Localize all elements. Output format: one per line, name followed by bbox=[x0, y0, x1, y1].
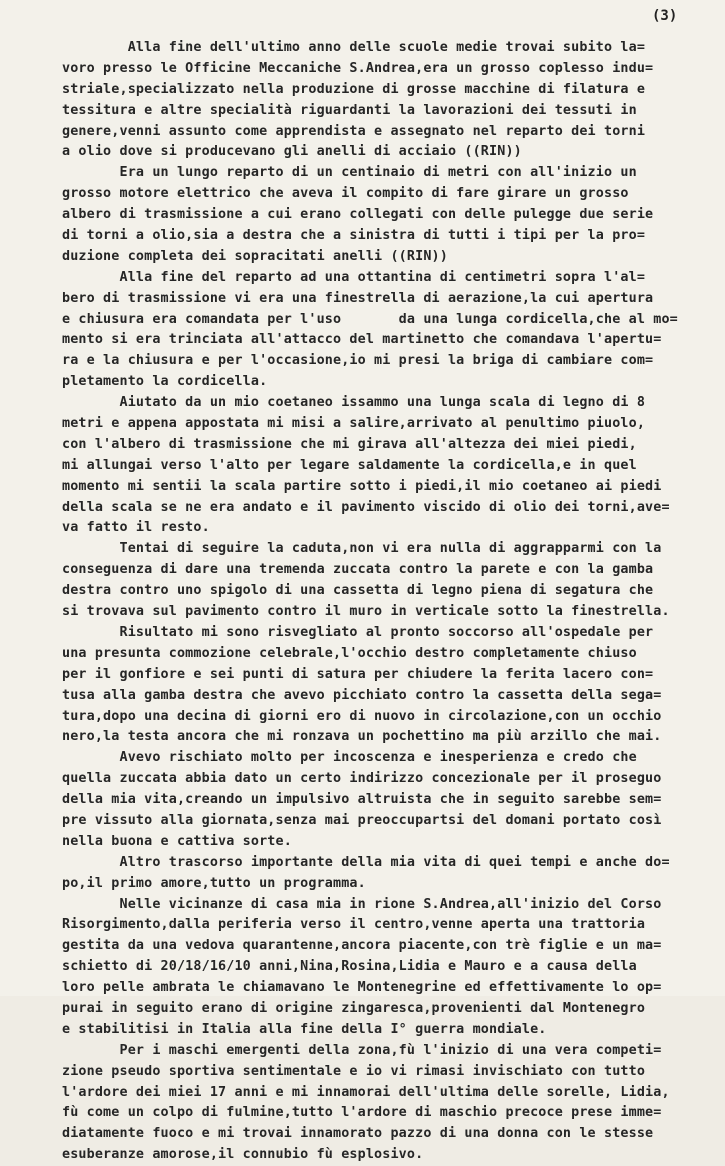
text-line: Alla fine dell'ultimo anno delle scuole medie trovai subito la= bbox=[62, 40, 646, 55]
text-line: tusa alla gamba destra che avevo picchiato contro la cassetta della sega= bbox=[62, 687, 662, 703]
page-number: (3) bbox=[652, 8, 678, 24]
text-line: mi allungai verso l'alto per legare saldamente la cordicella,e in quel bbox=[62, 457, 637, 473]
text-line: pletamento la cordicella. bbox=[62, 374, 268, 390]
text-line: destra contro uno spigolo di una cassetta di legno piena di segatura che bbox=[62, 583, 654, 599]
text-line: Nelle vicinanze di casa mia in rione S.Andrea,all'inizio del Corso bbox=[62, 896, 662, 912]
text-line: conseguenza di dare una tremenda zuccata contro la parete e con la gamba bbox=[62, 562, 654, 578]
text-line: e stabilitisi in Italia alla fine della I° guerra mondiale. bbox=[62, 1021, 547, 1037]
text-line: per il gonfiore e sei punti di satura per chiudere la ferita lacero con= bbox=[62, 666, 654, 682]
text-line: Altro trascorso importante della mia vita di quei tempi e anche do= bbox=[62, 854, 670, 870]
text-line: pre vissuto alla giornata,senza mai preoccupartsi del domani portato così bbox=[62, 812, 662, 828]
text-line: tessitura e altre specialità riguardanti la lavorazioni dei tessuti in bbox=[62, 102, 637, 118]
text-line: mento si era trinciata all'attacco del martinetto che comandava l'apertu= bbox=[62, 332, 662, 348]
text-line: purai in seguito erano di origine zingaresca,provenienti dal Montenegro bbox=[62, 1000, 646, 1016]
text-line: ra e la chiusura e per l'occasione,io mi presi la briga di cambiare com= bbox=[62, 353, 654, 369]
text-line: Tentai di seguire la caduta,non vi era nulla di aggrapparmi con la bbox=[62, 541, 662, 557]
text-line: striale,specializzato nella produzione di grosse macchine di filatura e bbox=[62, 81, 646, 97]
text-line: fù come un colpo di fulmine,tutto l'ardore di maschio precoce prese imme= bbox=[62, 1105, 662, 1121]
text-line: metri e appena appostata mi misi a salire,arrivato al penultimo piuolo, bbox=[62, 416, 646, 432]
text-line: Per i maschi emergenti della zona,fù l'inizio di una vera competi= bbox=[62, 1042, 662, 1058]
text-line: grosso motore elettrico che aveva il compito di fare girare un grosso bbox=[62, 186, 629, 202]
text-line: esuberanze amorose,il connubio fù esplosivo. bbox=[62, 1147, 424, 1163]
text-line: loro pelle ambrata le chiamavano le Montenegrine ed effettivamente lo op= bbox=[62, 980, 662, 996]
text-line: Aiutato da un mio coetaneo issammo una lunga scala di legno di 8 bbox=[62, 395, 646, 411]
text-line: della mia vita,creando un impulsivo altruista che in seguito sarebbe sem= bbox=[62, 792, 662, 808]
text-line: si trovava sul pavimento contro il muro in verticale sotto la finestrella. bbox=[62, 604, 670, 620]
text-line: nero,la testa ancora che mi ronzava un pochettino ma più arzillo che mai. bbox=[62, 729, 662, 745]
text-line: po,il primo amore,tutto un programma. bbox=[62, 875, 366, 891]
text-line: con l'albero di trasmissione che mi girava all'altezza dei miei piedi, bbox=[62, 436, 637, 452]
text-line: quella zuccata abbia dato un certo indirizzo concezionale per il proseguo bbox=[62, 771, 662, 787]
text-line: Avevo rischiato molto per incoscenza e inesperienza e credo che bbox=[62, 750, 637, 766]
text-line: zione pseudo sportiva sentimentale e io vi rimasi invischiato con tutto bbox=[62, 1063, 646, 1079]
text-line: Risultato mi sono risvegliato al pronto soccorso all'ospedale per bbox=[62, 624, 654, 640]
text-line: una presunta commozione celebrale,l'occhio destro completamente chiuso bbox=[62, 645, 637, 661]
text-line: duzione completa dei sopracitati anelli ((RIN)) bbox=[62, 248, 448, 264]
text-line: schietto di 20/18/16/10 anni,Nina,Rosina,Lidia e Mauro e a causa della bbox=[62, 959, 637, 975]
text-line: Era un lungo reparto di un centinaio di metri con all'inizio un bbox=[62, 165, 637, 181]
text-line: Risorgimento,dalla periferia verso il centro,venne aperta una trattoria bbox=[62, 917, 646, 933]
text-line: Alla fine del reparto ad una ottantina di centimetri sopra l'al= bbox=[62, 269, 646, 285]
text-line: della scala se ne era andato e il pavimento viscido di olio dei torni,ave= bbox=[62, 499, 670, 515]
text-line: di torni a olio,sia a destra che a sinistra di tutti i tipi per la pro= bbox=[62, 228, 646, 244]
text-line: gestita da una vedova quarantenne,ancora piacente,con trè figlie e un ma= bbox=[62, 938, 662, 954]
body-text bbox=[62, 38, 714, 1166]
text-line: albero di trasmissione a cui erano collegati con delle pulegge due serie bbox=[62, 207, 654, 223]
text-line: e chiusura era comandata per l'uso da una lunga cordicella,che al mo= bbox=[62, 311, 678, 327]
text-line: momento mi sentii la scala partire sotto i piedi,il mio coetaneo ai piedi bbox=[62, 478, 662, 494]
text-line: tura,dopo una decina di giorni ero di nuovo in circolazione,con un occhio bbox=[62, 708, 662, 724]
text-line: a olio dove si producevano gli anelli di acciaio ((RIN)) bbox=[62, 144, 522, 160]
text-line: bero di trasmissione vi era una finestrella di aerazione,la cui apertura bbox=[62, 290, 654, 306]
text-line: va fatto il resto. bbox=[62, 520, 210, 536]
text-line: voro presso le Officine Meccaniche S.Andrea,era un grosso coplesso indu= bbox=[62, 60, 654, 76]
text-line: diatamente fuoco e mi trovai innamorato pazzo di una donna con le stesse bbox=[62, 1126, 654, 1142]
text-line: nella buona e cattiva sorte. bbox=[62, 833, 292, 849]
text-line: genere,venni assunto come apprendista e assegnato nel reparto dei torni bbox=[62, 123, 646, 139]
text-line: l'ardore dei miei 17 anni e mi innamorai dell'ultima delle sorelle, Lidia, bbox=[62, 1084, 670, 1100]
